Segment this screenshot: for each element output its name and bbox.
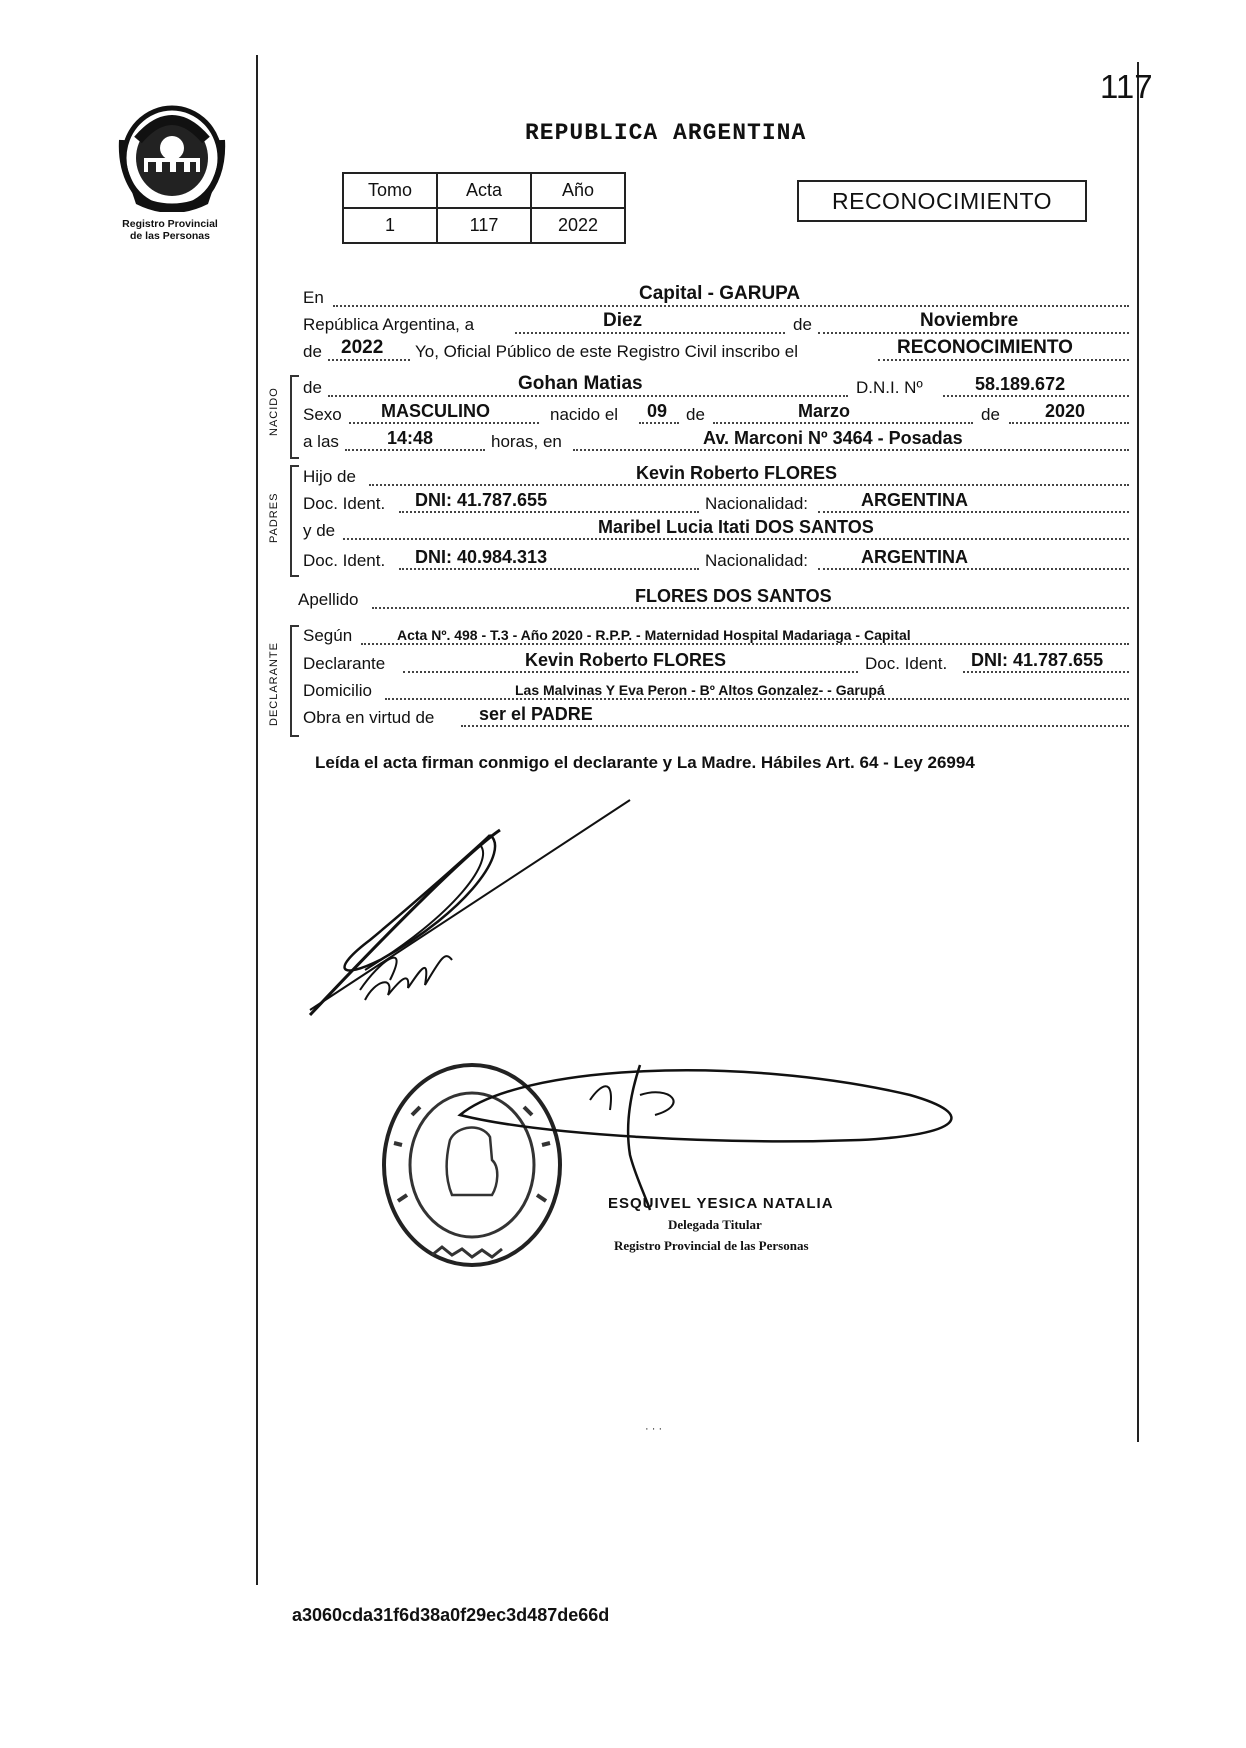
- father-name: Kevin Roberto FLORES: [636, 463, 838, 483]
- row-nacido-hora: [303, 429, 1129, 455]
- act-type-box: RECONOCIMIENTO: [797, 180, 1087, 222]
- row-nacido-name: [303, 375, 1129, 401]
- official-organization: Registro Provincial de las Personas: [614, 1238, 809, 1253]
- row-segun: [303, 623, 1129, 649]
- logo-caption-line1: Registro Provincial: [122, 218, 218, 230]
- de-label: de: [686, 405, 705, 424]
- apellido-value: FLORES DOS SANTOS: [635, 586, 832, 606]
- inscribo-value: RECONOCIMIENTO: [897, 337, 1073, 358]
- mother-nationality: ARGENTINA: [861, 547, 968, 567]
- dni-label: D.N.I. Nº: [856, 378, 923, 397]
- doc-label: Doc. Ident.: [303, 494, 386, 513]
- official-signature: [440, 1055, 1000, 1215]
- doc-label: Doc. Ident.: [865, 654, 948, 673]
- logo-caption: [100, 218, 240, 242]
- obra-value: ser el PADRE: [479, 704, 593, 724]
- nacido-bracket: [290, 375, 299, 459]
- segun-label: Según: [303, 626, 353, 645]
- record-table-header: Año: [531, 173, 625, 208]
- document-hash: a3060cda31f6d38a0f29ec3d487de66d: [292, 1605, 610, 1625]
- record-table-value: 117: [437, 208, 531, 243]
- declarante-doc: DNI: 41.787.655: [971, 650, 1104, 670]
- yde-label: y de: [303, 521, 336, 540]
- place-value: Capital - GARUPA: [639, 283, 801, 304]
- sexo-label: Sexo: [303, 405, 342, 424]
- record-table-value: 1: [343, 208, 437, 243]
- de-label: de: [981, 405, 1000, 424]
- record-table-value-row: [343, 208, 625, 243]
- domicilio-value: Las Malvinas Y Eva Peron - Bº Altos Gonzalez- - Garupá: [515, 682, 885, 698]
- row-domicilio: [303, 678, 1129, 704]
- row-obra: [303, 705, 1129, 731]
- row-date: [303, 312, 1129, 338]
- birth-time: 14:48: [387, 428, 434, 448]
- birth-day: 09: [647, 401, 668, 421]
- row-madre: [303, 518, 1129, 544]
- de-label: de: [793, 315, 812, 334]
- row-declarante: [303, 651, 1129, 677]
- padres-section-label: PADRES: [268, 492, 280, 543]
- inscribo-text: Yo, Oficial Público de este Registro Civil inscribo el: [415, 342, 798, 361]
- birth-place: Av. Marconi Nº 3464 - Posadas: [703, 428, 963, 448]
- record-table-header-row: [343, 173, 625, 208]
- republica-label: República Argentina, a: [303, 315, 475, 334]
- row-place: [303, 285, 1129, 311]
- official-name: ESQUIVEL YESICA NATALIA: [608, 1195, 834, 1212]
- record-table-header: Tomo: [343, 173, 437, 208]
- a-las-label: a las: [303, 432, 339, 451]
- de-label: de: [303, 378, 322, 397]
- month-value: Noviembre: [920, 310, 1019, 331]
- domicilio-label: Domicilio: [303, 681, 372, 700]
- declarante-label: Declarante: [303, 654, 386, 673]
- row-padre-doc: [303, 491, 1129, 517]
- day-value: Diez: [603, 310, 643, 331]
- padres-bracket: [290, 465, 299, 577]
- row-year: [303, 339, 1129, 365]
- logo-caption-line2: de las Personas: [130, 230, 210, 242]
- record-table-value: 2022: [531, 208, 625, 243]
- mother-doc: DNI: 40.984.313: [415, 547, 548, 567]
- row-padre: [303, 464, 1129, 490]
- row-apellido: [298, 587, 1129, 613]
- page-number: 117: [1100, 68, 1153, 105]
- father-doc: DNI: 41.787.655: [415, 490, 548, 510]
- row-madre-doc: [303, 548, 1129, 574]
- sexo-value: MASCULINO: [381, 401, 490, 421]
- birth-month: Marzo: [798, 401, 851, 421]
- official-role: Delegada Titular: [668, 1217, 762, 1232]
- nacionalidad-label: Nacionalidad:: [705, 494, 809, 513]
- year-value: 2022: [341, 337, 384, 358]
- child-name: Gohan Matias: [518, 373, 643, 394]
- mother-name: Maribel Lucia Itati DOS SANTOS: [598, 517, 874, 537]
- apellido-label: Apellido: [298, 590, 359, 609]
- left-margin-rule: [256, 55, 258, 1585]
- declarante-name: Kevin Roberto FLORES: [525, 650, 727, 670]
- child-dni: 58.189.672: [975, 374, 1066, 394]
- country-title: REPUBLICA ARGENTINA: [525, 120, 807, 146]
- dotted-fill: [515, 330, 785, 334]
- nacionalidad-label: Nacionalidad:: [705, 551, 809, 570]
- en-label: En: [303, 288, 324, 307]
- hijo-label: Hijo de: [303, 467, 356, 486]
- province-logo: [118, 100, 226, 212]
- declarant-signature: [270, 790, 650, 1030]
- father-nationality: ARGENTINA: [861, 490, 968, 510]
- doc-label: Doc. Ident.: [303, 551, 386, 570]
- closing-statement: Leída el acta firman conmigo el declarante y La Madre. Hábiles Art. 64 - Ley 26994: [315, 753, 975, 772]
- segun-value: Acta Nº. 498 - T.3 - Año 2020 - R.P.P. - Maternidad Hospital Madariaga - Capital: [397, 627, 911, 643]
- right-margin-rule: [1137, 62, 1139, 1442]
- nacido-label: nacido el: [550, 405, 619, 424]
- declarante-bracket: [290, 625, 299, 737]
- horas-label: horas, en: [491, 432, 562, 451]
- birth-year: 2020: [1045, 401, 1086, 421]
- row-nacido-sexo: [303, 402, 1129, 428]
- de-label: de: [303, 342, 322, 361]
- nacido-section-label: NACIDO: [268, 387, 280, 436]
- obra-label: Obra en virtud de: [303, 708, 435, 727]
- record-table-header: Acta: [437, 173, 531, 208]
- scan-speck: · · ·: [645, 1423, 663, 1435]
- record-table: [342, 172, 626, 244]
- declarante-section-label: DECLARANTE: [268, 642, 280, 726]
